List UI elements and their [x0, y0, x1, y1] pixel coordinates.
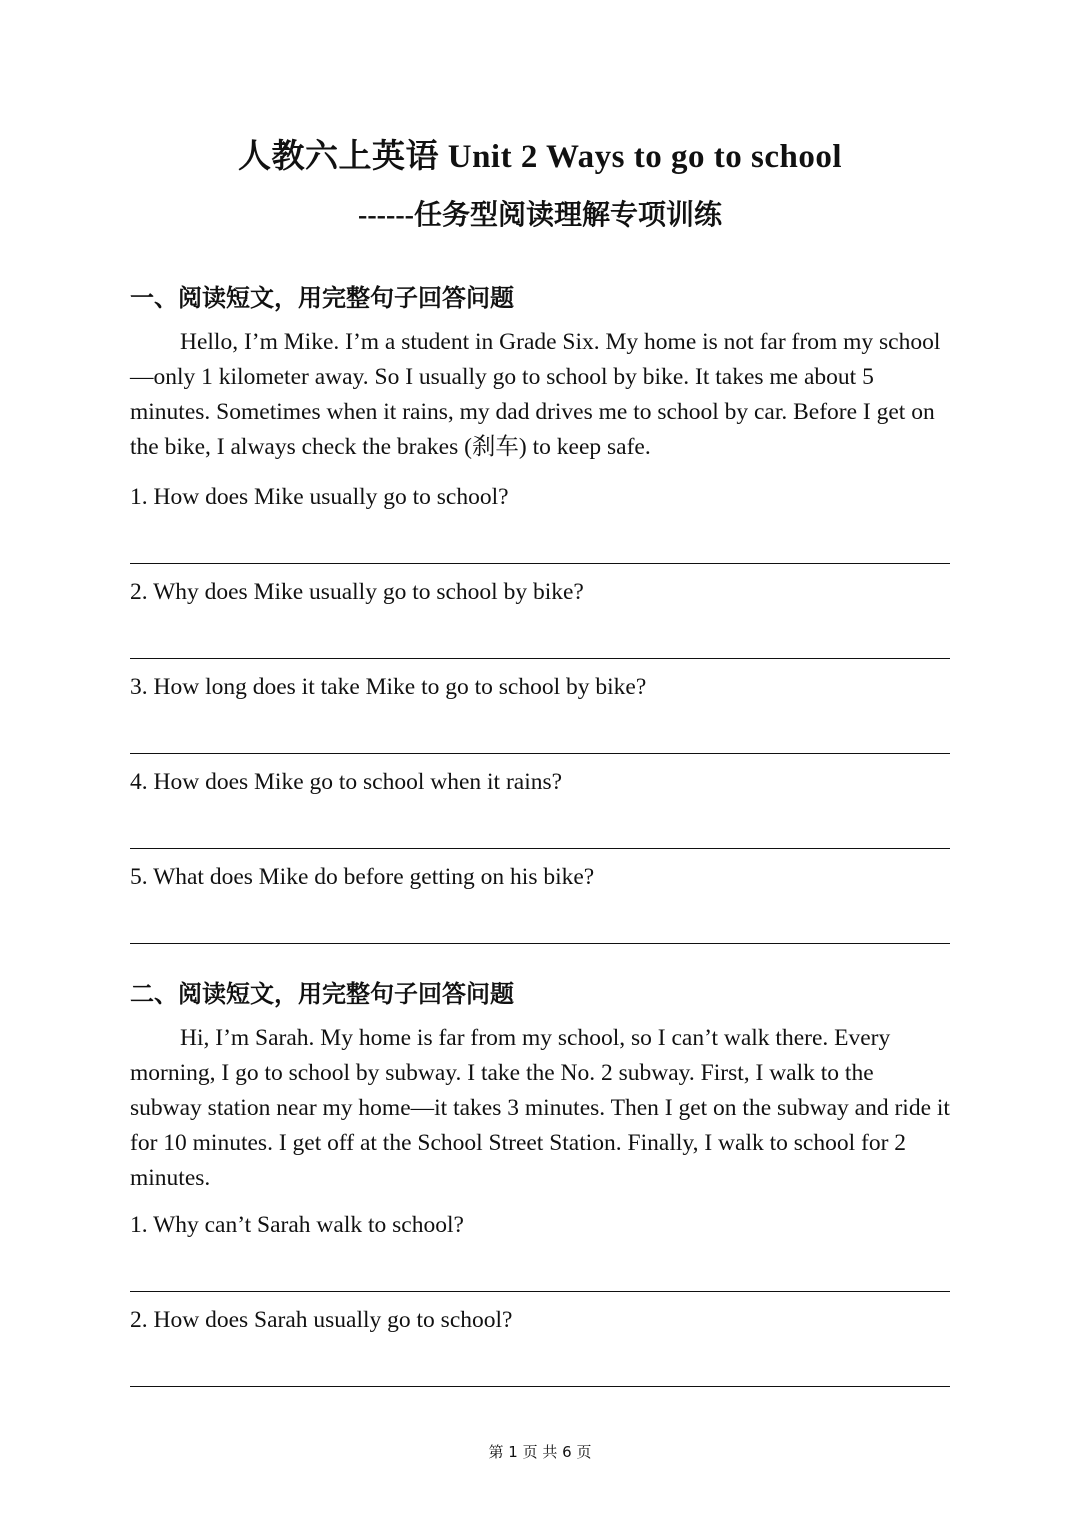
section-heading-2: 二、阅读短文，用完整句子回答问题	[130, 980, 514, 1008]
passage-2: Hi, I’m Sarah. My home is far from my school, so I can’t walk there. Every morning, I go to school by subway. I take the No. 2 subway. First, I walk to the subway station near my home—it takes 3 minutes. Then I get on the subway and ride it for 10 minutes. I get off at the School Street Station. Finally, I walk to school for 2 minutes.	[130, 1025, 950, 1191]
page-number: 第 1 页 共 6 页	[488, 1443, 592, 1461]
answer-line-2-2[interactable]	[130, 1386, 950, 1387]
answer-line-1-1[interactable]	[130, 563, 950, 564]
passage-1: Hello, I’m Mike. I’m a student in Grade Six. My home is not far from my school—only 1 kilometer away. So I usually go to school by bike. It takes me about 5 minutes. Sometimes when it rains, my dad drives me to school by car. Before I get on the bike, I always check the brakes (刹车) to keep safe.	[130, 329, 941, 460]
answer-line-1-2[interactable]	[130, 658, 950, 659]
page-title: 人教六上英语 Unit 2 Ways to go to school	[237, 139, 842, 175]
question-1-5: 5. What does Mike do before getting on his bike?	[130, 864, 595, 890]
question-1-2: 2. Why does Mike usually go to school by bike?	[130, 579, 584, 605]
question-1-3: 3. How long does it take Mike to go to school by bike?	[130, 674, 647, 700]
answer-line-1-5[interactable]	[130, 943, 950, 944]
question-2-2: 2. How does Sarah usually go to school?	[130, 1307, 513, 1333]
answer-line-1-4[interactable]	[130, 848, 950, 849]
question-1-4: 4. How does Mike go to school when it rains?	[130, 769, 563, 795]
section-heading-1: 一、阅读短文，用完整句子回答问题	[130, 284, 514, 312]
question-2-1: 1. Why can’t Sarah walk to school?	[130, 1212, 464, 1238]
question-1-1: 1. How does Mike usually go to school?	[130, 484, 509, 510]
answer-line-1-3[interactable]	[130, 753, 950, 754]
answer-line-2-1[interactable]	[130, 1291, 950, 1292]
page-subtitle: ------任务型阅读理解专项训练	[358, 200, 722, 231]
